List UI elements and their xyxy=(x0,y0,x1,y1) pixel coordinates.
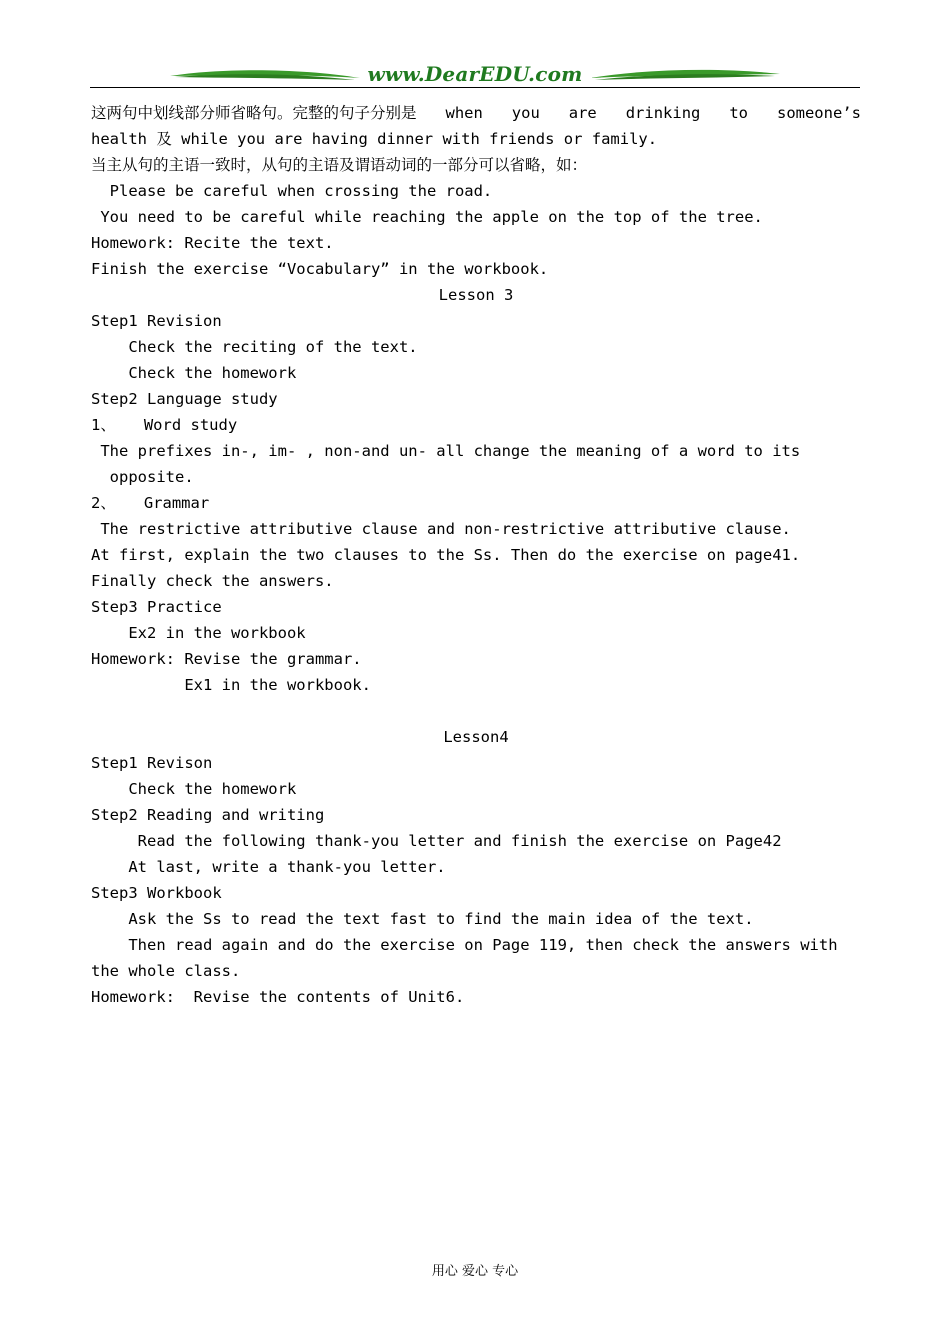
header-rule xyxy=(90,87,860,88)
text-line: Homework: Recite the text. xyxy=(91,234,334,252)
text-line: Homework: Revise the contents of Unit6. xyxy=(91,988,465,1006)
text-line: the whole class. xyxy=(91,962,241,980)
text-line: Step3 Practice xyxy=(91,598,222,616)
text-line: Ex1 in the workbook. xyxy=(91,676,371,694)
text-line: The prefixes in-, im- , non-and un- all change the meaning of a word to its xyxy=(91,442,801,460)
text-line: Ex2 in the workbook xyxy=(91,624,306,642)
site-logo: www.DearEDU.com xyxy=(367,62,583,86)
text-line: Please be careful when crossing the road. xyxy=(91,182,493,200)
document-body xyxy=(91,100,861,1010)
text-line: 当主从句的主语一致时，从句的主语及谓语动词的一部分可以省略，如： xyxy=(91,156,588,174)
page-header xyxy=(90,60,860,90)
text-line: Step1 Revison xyxy=(91,754,213,772)
lesson-heading: Lesson 3 xyxy=(438,286,514,304)
text-line: The restrictive attributive clause and non-restrictive attributive clause. xyxy=(91,520,791,538)
text-line: Check the homework xyxy=(91,364,297,382)
page-footer: 用心 爱心 专心 xyxy=(431,1264,519,1279)
text-line: Step2 Language study xyxy=(91,390,278,408)
right-swoosh-decoration xyxy=(590,66,780,84)
blank-line xyxy=(91,698,861,724)
text-line: Homework: Revise the grammar. xyxy=(91,650,362,668)
text-line: At first, explain the two clauses to the Ss. Then do the exercise on page41. xyxy=(91,546,801,564)
text-line: Check the homework xyxy=(91,780,297,798)
text-line: 这两句中划线部分师省略句。完整的句子分别是 when you are drinking to someone’s xyxy=(91,104,861,122)
text-line: health 及 while you are having dinner with friends or family. xyxy=(91,130,658,148)
text-line: Step1 Revision xyxy=(91,312,222,330)
lesson-heading: Lesson4 xyxy=(443,728,509,746)
text-line: You need to be careful while reaching the apple on the top of the tree. xyxy=(91,208,763,226)
text-line: Ask the Ss to read the text fast to find the main idea of the text. xyxy=(91,910,754,928)
text-line: Finish the exercise “Vocabulary” in the workbook. xyxy=(91,260,549,278)
text-line: Step2 Reading and writing xyxy=(91,806,325,824)
text-line: Finally check the answers. xyxy=(91,572,334,590)
text-line: Step3 Workbook xyxy=(91,884,222,902)
text-line: Check the reciting of the text. xyxy=(91,338,418,356)
text-line: opposite. xyxy=(91,468,194,486)
text-line: Then read again and do the exercise on Page 119, then check the answers with xyxy=(91,936,838,954)
text-line: At last, write a thank-you letter. xyxy=(91,858,446,876)
text-line: 2、 Grammar xyxy=(91,494,210,512)
left-swoosh-decoration xyxy=(170,66,360,84)
text-line: Read the following thank-you letter and finish the exercise on Page42 xyxy=(91,832,782,850)
text-line: 1、 Word study xyxy=(91,416,238,434)
